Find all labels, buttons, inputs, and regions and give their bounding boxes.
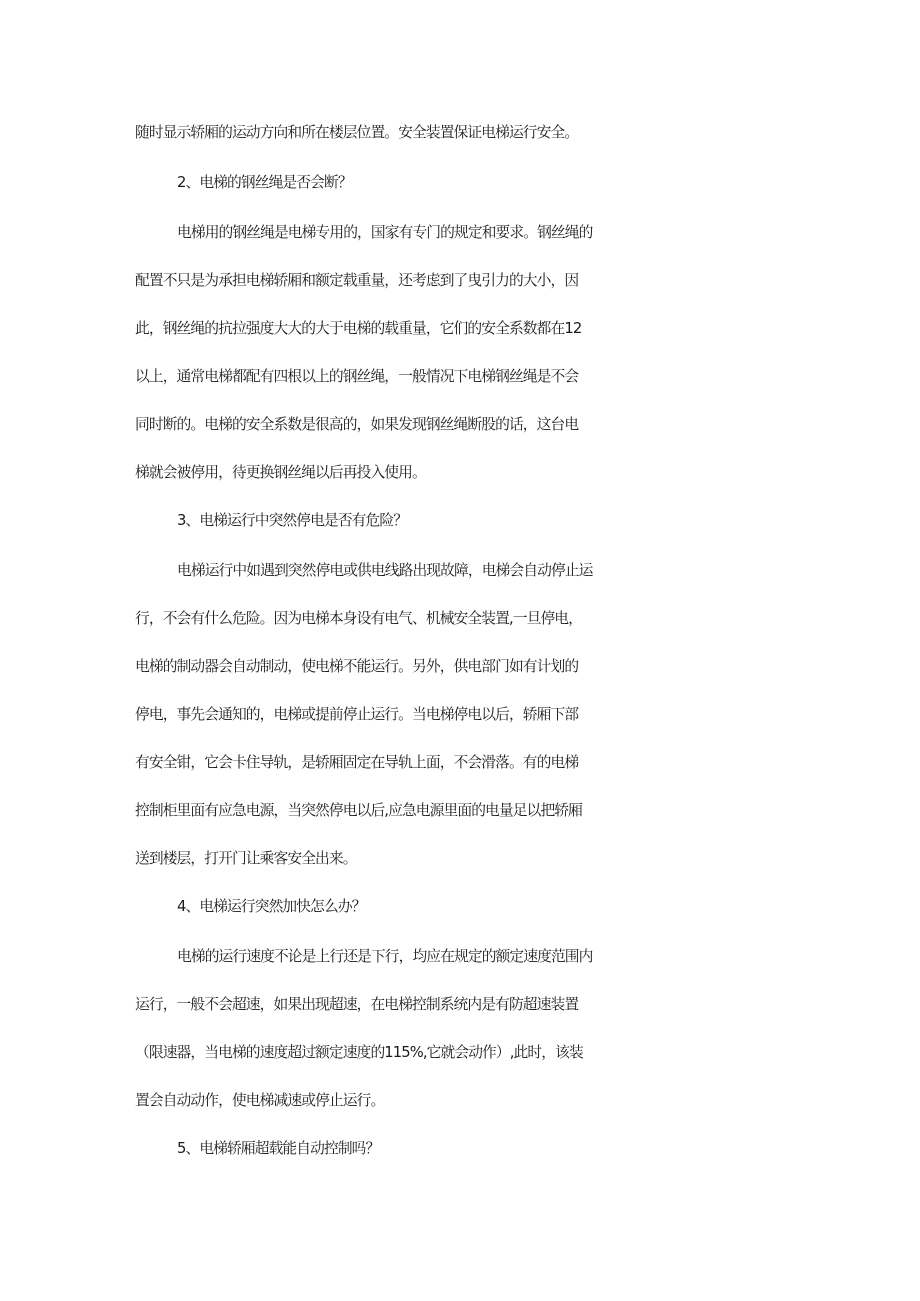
text-line: 控制柜里面有应急电源，当突然停电以后,应急电源里面的电量足以把轿厢: [135, 802, 582, 819]
text-line: 停电，事先会通知的，电梯或提前停止运行。当电梯停电以后，轿厢下部: [135, 706, 579, 723]
text-line: 电梯运行中如遇到突然停电或供电线路出现故障，电梯会自动停止运: [177, 562, 593, 579]
section-heading: 4、电梯运行突然加快怎么办？: [177, 898, 366, 915]
text-line: （限速器，当电梯的速度超过额定速度的115%,它就会动作）,此时，该装: [135, 1044, 583, 1061]
text-line: 以上，通常电梯都配有四根以上的钢丝绳，一般情况下电梯钢丝绳是不会: [135, 368, 579, 385]
text-line: 置会自动动作，使电梯减速或停止运行。: [135, 1092, 385, 1109]
section-heading: 2、电梯的钢丝绳是否会断？: [177, 174, 352, 191]
text-line: 有安全钳，它会卡住导轨，是轿厢固定在导轨上面，不会滑落。有的电梯: [135, 754, 579, 771]
text-line: 随时显示轿厢的运动方向和所在楼层位置。安全装置保证电梯运行安全。: [135, 124, 579, 141]
text-line: 此，钢丝绳的抗拉强度大大的大于电梯的载重量，它们的安全系数都在12: [135, 320, 582, 337]
section-heading: 5、电梯轿厢超载能自动控制吗？: [177, 1140, 380, 1157]
text-line: 行，不会有什么危险。因为电梯本身设有电气、机械安全装置,一旦停电，: [135, 610, 582, 627]
text-line: 电梯用的钢丝绳是电梯专用的，国家有专门的规定和要求。钢丝绳的: [177, 224, 593, 241]
text-line: 同时断的。电梯的安全系数是很高的，如果发现钢丝绳断股的话，这台电: [135, 416, 579, 433]
text-line: 运行，一般不会超速，如果出现超速，在电梯控制系统内是有防超速装置: [135, 996, 579, 1013]
text-line: 电梯的运行速度不论是上行还是下行，均应在规定的额定速度范围内: [177, 948, 593, 965]
text-line: 送到楼层，打开门让乘客安全出来。: [135, 850, 357, 867]
text-line: 梯就会被停用，待更换钢丝绳以后再投入使用。: [135, 464, 426, 481]
section-heading: 3、电梯运行中突然停电是否有危险？: [177, 512, 408, 529]
text-line: 配置不只是为承担电梯轿厢和额定载重量，还考虑到了曳引力的大小，因: [135, 272, 579, 289]
text-line: 电梯的制动器会自动制动，使电梯不能运行。另外，供电部门如有计划的: [135, 658, 579, 675]
